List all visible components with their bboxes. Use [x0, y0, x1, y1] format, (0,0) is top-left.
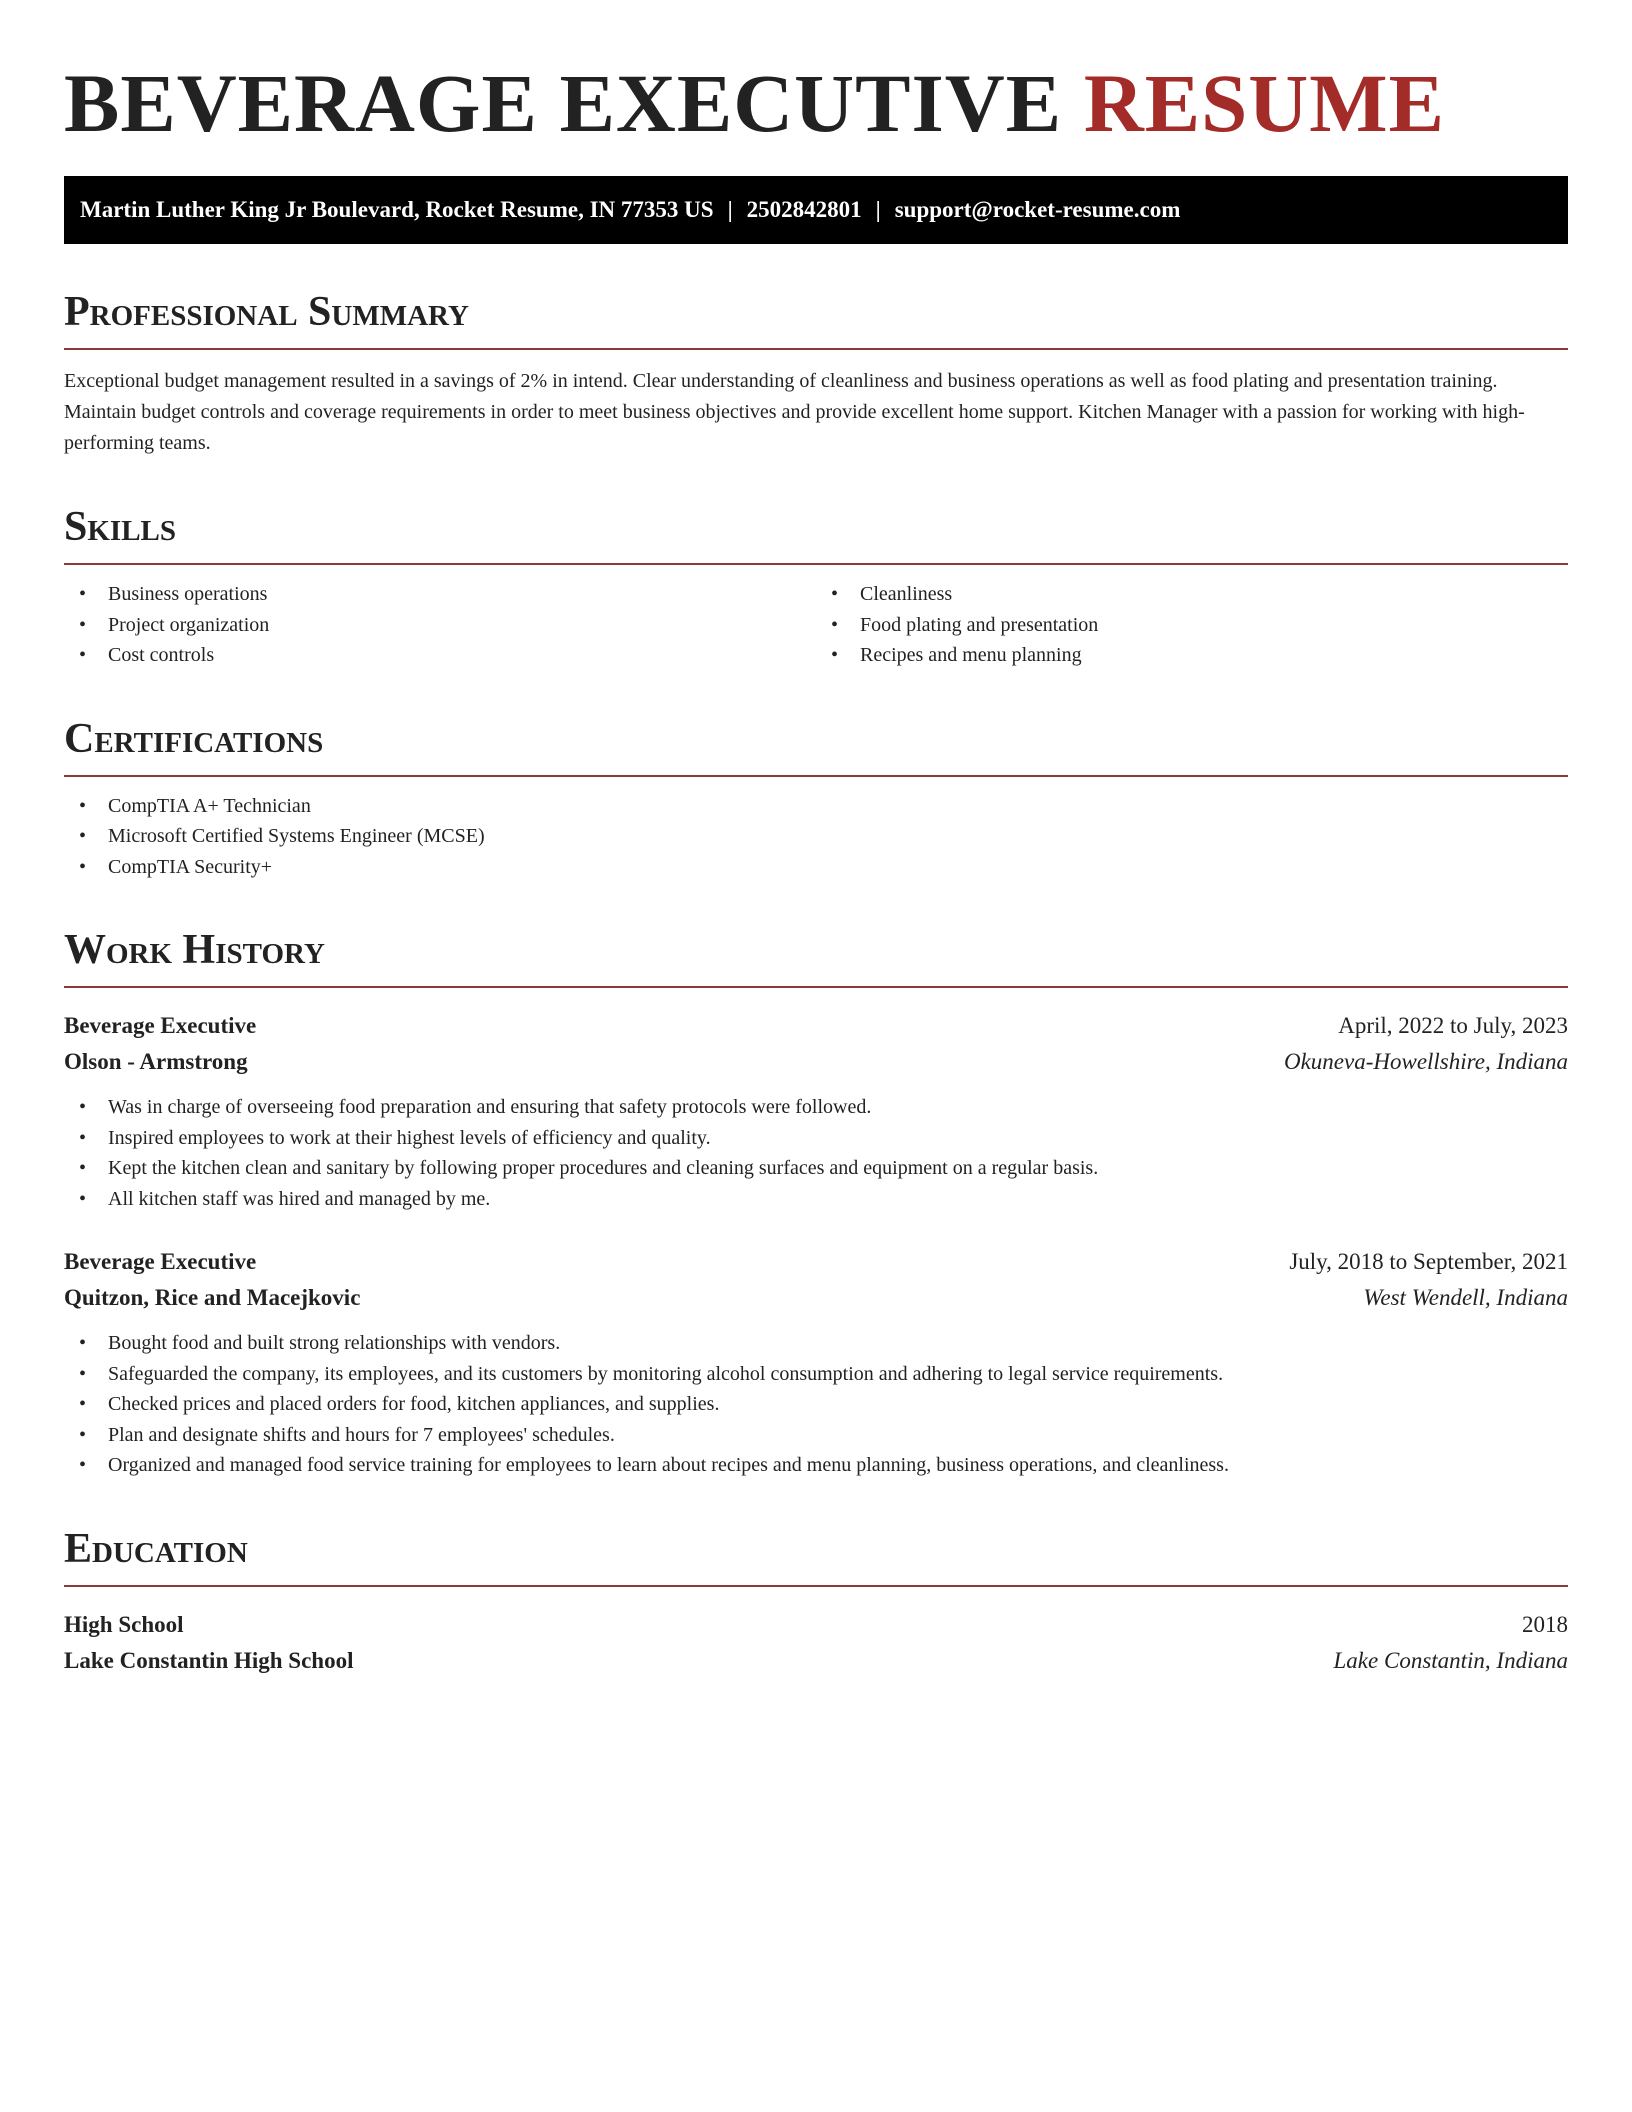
- job-company-row: [64, 1044, 1568, 1080]
- job-entry: [64, 1008, 1568, 1214]
- job-duty-item: • Kept the kitchen clean and sanitary by following proper procedures and cleaning surfaces and equipment on a regular basis.: [64, 1153, 1568, 1184]
- job-company: Olson - Armstrong: [64, 1049, 248, 1074]
- contact-separator: |: [727, 197, 733, 222]
- skill-item: • Project organization: [64, 610, 816, 641]
- skills-list-right: [816, 579, 1568, 671]
- skill-item: • Recipes and menu planning: [816, 640, 1568, 671]
- professional-summary-section: [64, 288, 1568, 459]
- job-duties-list: [64, 1092, 1568, 1214]
- certifications-section: [64, 715, 1568, 883]
- job-title: Beverage Executive: [64, 1249, 257, 1274]
- section-heading-skills: Skills: [64, 503, 1568, 565]
- education-school: Lake Constantin High School: [64, 1647, 354, 1673]
- education-location: Lake Constantin, Indiana: [1333, 1647, 1568, 1673]
- job-duty-item: • Safeguarded the company, its employees, and its customers by monitoring alcohol consumption and adhering to legal service requirements.: [64, 1359, 1568, 1390]
- job-dates: April, 2022 to July, 2023: [1338, 1013, 1568, 1038]
- job-dates: July, 2018 to September, 2021: [1289, 1249, 1568, 1274]
- job-title: Beverage Executive: [64, 1013, 257, 1038]
- job-duty-item: • Was in charge of overseeing food preparation and ensuring that safety protocols were followed.: [64, 1092, 1568, 1123]
- section-heading-certifications: Certifications: [64, 715, 1568, 777]
- job-location: Okuneva-Howellshire, Indiana: [1283, 1049, 1568, 1074]
- education-degree: High School: [64, 1611, 184, 1637]
- certification-item: • Microsoft Certified Systems Engineer (MCSE): [64, 821, 1568, 852]
- skill-item: • Business operations: [64, 579, 816, 610]
- skills-list-left: [64, 579, 816, 671]
- job-entry: [64, 1244, 1568, 1481]
- contact-address: Martin Luther King Jr Boulevard, Rocket Resume, IN 77353 US: [80, 197, 714, 222]
- contact-phone[interactable]: 2502842801: [746, 197, 862, 222]
- job-header-row: [64, 1008, 1568, 1044]
- job-location: West Wendell, Indiana: [1363, 1285, 1568, 1310]
- job-header-row: [64, 1244, 1568, 1280]
- education-entry: [64, 1607, 1568, 1679]
- section-heading-summary: Professional Summary: [64, 288, 1568, 350]
- skills-grid: [64, 579, 1568, 671]
- job-duty-item: • Plan and designate shifts and hours for 7 employees' schedules.: [64, 1420, 1568, 1451]
- job-duty-item: • Organized and managed food service training for employees to learn about recipes and menu planning, business operations, and cleanliness.: [64, 1450, 1568, 1481]
- contact-email[interactable]: support@rocket-resume.com: [894, 197, 1181, 222]
- skill-item: • Cost controls: [64, 640, 816, 671]
- education-header-row: [64, 1607, 1568, 1643]
- certification-item: • CompTIA A+ Technician: [64, 791, 1568, 822]
- job-duty-item: • Checked prices and placed orders for food, kitchen appliances, and supplies.: [64, 1389, 1568, 1420]
- section-heading-education: Education: [64, 1525, 1568, 1587]
- resume-title: [64, 0, 1568, 148]
- summary-text: Exceptional budget management resulted in a savings of 2% in intend. Clear understanding of cleanliness and business operations as well as food plating and presentation training. Maintain budget controls and coverage requirements in order to meet business objectives and provide excellent home support. Kitchen Manager with a passion for working with high-performing teams.: [64, 370, 1525, 454]
- skill-item: • Cleanliness: [816, 579, 1568, 610]
- job-duty-item: • Inspired employees to work at their highest levels of efficiency and quality.: [64, 1123, 1568, 1154]
- certification-item: • CompTIA Security+: [64, 852, 1568, 883]
- job-company-row: [64, 1280, 1568, 1316]
- education-section: [64, 1525, 1568, 1679]
- title-main: BEVERAGE EXECUTIVE: [64, 57, 1063, 149]
- education-school-row: [64, 1643, 1568, 1679]
- certifications-list: [64, 791, 1568, 883]
- skill-item: • Food plating and presentation: [816, 610, 1568, 641]
- job-duties-list: [64, 1328, 1568, 1481]
- skills-section: [64, 503, 1568, 671]
- contact-separator: |: [875, 197, 881, 222]
- title-accent: RESUME: [1083, 57, 1445, 149]
- job-duty-item: • All kitchen staff was hired and managed by me.: [64, 1184, 1568, 1215]
- section-heading-work-history: Work History: [64, 926, 1568, 988]
- contact-bar: [64, 176, 1568, 244]
- job-duty-item: • Bought food and built strong relationships with vendors.: [64, 1328, 1568, 1359]
- job-company: Quitzon, Rice and Macejkovic: [64, 1285, 361, 1310]
- education-year: 2018: [1522, 1611, 1568, 1637]
- work-history-section: [64, 926, 1568, 1481]
